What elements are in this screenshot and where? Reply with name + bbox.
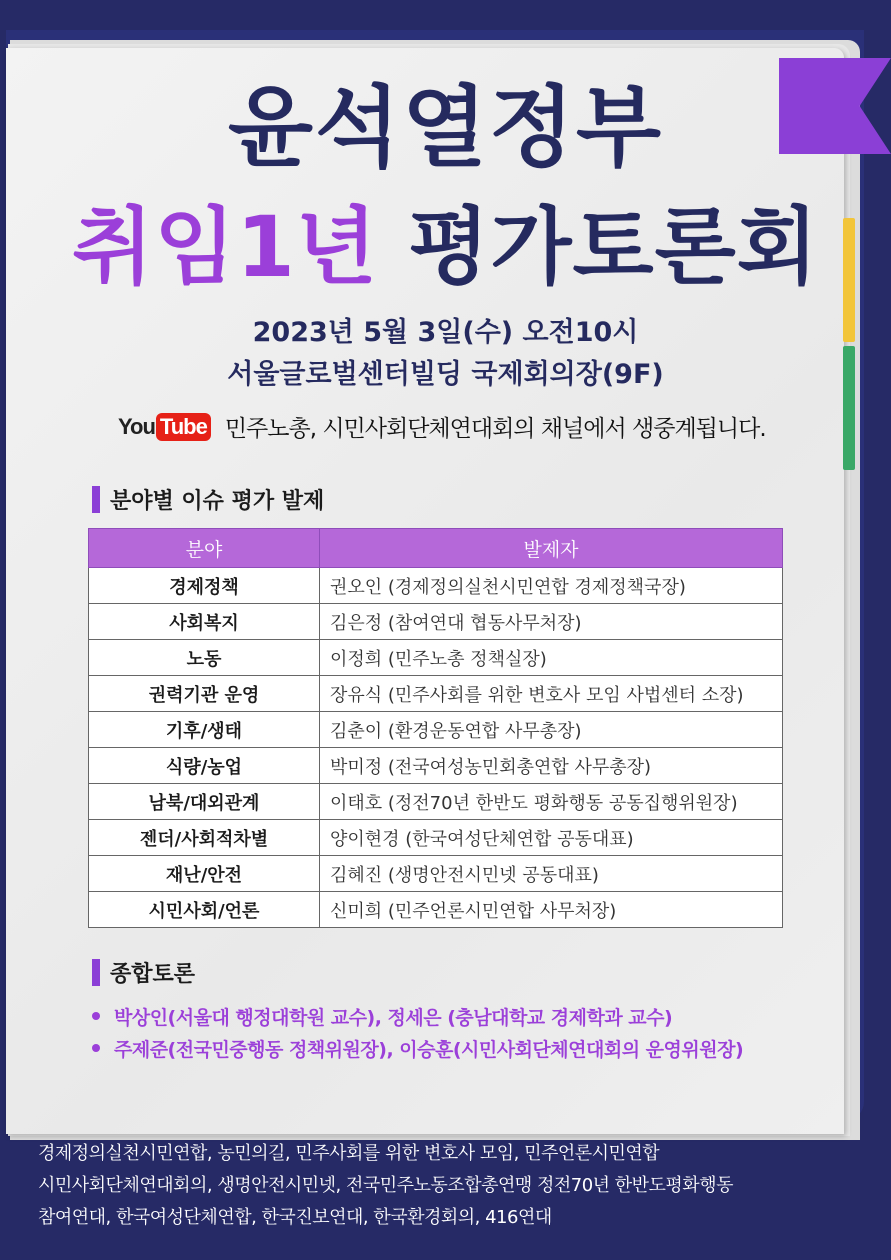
event-date: 2023년 5월 3일(수) 오전10시 — [252, 317, 639, 348]
field-cell: 젠더/사회적차별 — [89, 820, 320, 856]
presenter-cell: 권오인 (경제정의실천시민연합 경제정책국장) — [320, 568, 783, 604]
field-cell: 남북/대외관계 — [89, 784, 320, 820]
list-item — [92, 1032, 743, 1064]
table-row — [89, 604, 783, 640]
presenter-cell: 이정희 (민주노총 정책실장) — [320, 640, 783, 676]
presenter-cell: 장유식 (민주사회를 위한 변호사 모임 사법센터 소장) — [320, 676, 783, 712]
field-cell: 권력기관 운영 — [89, 676, 320, 712]
table-row — [89, 748, 783, 784]
table-row — [89, 568, 783, 604]
organizers-line: 경제정의실천시민연합, 농민의길, 민주사회를 위한 변호사 모임, 민주언론시민연합 — [38, 1143, 660, 1164]
bullet-dot-icon — [92, 1044, 100, 1052]
bullet-dot-icon — [92, 1012, 100, 1020]
presenter-cell: 양이현경 (한국여성단체연합 공동대표) — [320, 820, 783, 856]
issues-heading-label: 분야별 이슈 평가 발제 — [110, 489, 325, 514]
livestream-text: 민주노총, 시민사회단체연대회의 채널에서 생중계됩니다. — [224, 416, 766, 442]
column-header-field: 분야 — [89, 529, 320, 568]
field-cell: 식량/농업 — [89, 748, 320, 784]
section-marker — [92, 959, 100, 986]
discussion-item-text: 주제준(전국민중행동 정책위원장), 이승훈(시민사회단체연대회의 운영위원장) — [114, 1038, 744, 1061]
table-header-row — [89, 529, 783, 568]
field-cell: 재난/안전 — [89, 856, 320, 892]
table-row — [89, 784, 783, 820]
field-cell: 사회복지 — [89, 604, 320, 640]
organizers-line: 참여연대, 한국여성단체연합, 한국진보연대, 한국환경회의, 416연대 — [38, 1207, 552, 1228]
list-item — [92, 1000, 743, 1032]
presenter-cell: 박미정 (전국여성농민회총연합 사무총장) — [320, 748, 783, 784]
presenter-cell: 김춘이 (환경운동연합 사무총장) — [320, 712, 783, 748]
organizers-footer — [38, 1140, 868, 1236]
table-row — [89, 892, 783, 928]
table-row — [89, 640, 783, 676]
discussion-section-heading — [92, 957, 195, 988]
presenter-cell: 신미희 (민주언론시민연합 사무처장) — [320, 892, 783, 928]
livestream-notice — [118, 410, 766, 443]
field-cell: 시민사회/언론 — [89, 892, 320, 928]
table-row — [89, 820, 783, 856]
discussion-item-text: 박상인(서울대 행정대학원 교수), 정세은 (충남대학교 경제학과 교수) — [114, 1006, 673, 1029]
event-venue: 서울글로벌센터빌딩 국제회의장(9F) — [227, 359, 664, 390]
column-header-presenter: 발제자 — [320, 529, 783, 568]
presenter-cell: 김은정 (참여연대 협동사무처장) — [320, 604, 783, 640]
section-marker — [92, 486, 100, 513]
issues-table — [88, 528, 783, 928]
presenter-cell: 김혜진 (생명안전시민넷 공동대표) — [320, 856, 783, 892]
presenter-cell: 이태호 (정전70년 한반도 평화행동 공동집행위원장) — [320, 784, 783, 820]
table-row — [89, 676, 783, 712]
youtube-logo-you: You — [118, 413, 155, 439]
table-row — [89, 856, 783, 892]
youtube-icon — [118, 413, 211, 441]
field-cell: 경제정책 — [89, 568, 320, 604]
title-rest: 평가토론회 — [408, 198, 819, 296]
title-line-2 — [0, 180, 891, 301]
youtube-logo-tube: Tube — [156, 413, 211, 441]
table-row — [89, 712, 783, 748]
field-cell: 기후/생태 — [89, 712, 320, 748]
field-cell: 노동 — [89, 640, 320, 676]
issues-section-heading — [92, 484, 324, 515]
title-highlight: 취임1년 — [72, 198, 378, 296]
title-line-1: 윤석열정부 — [227, 76, 664, 179]
discussion-heading-label: 종합토론 — [110, 962, 196, 987]
discussion-list — [92, 1000, 743, 1064]
organizers-line: 시민사회단체연대회의, 생명안전시민넷, 전국민주노동조합총연맹 정전70년 한반도평화행동 — [38, 1175, 733, 1196]
